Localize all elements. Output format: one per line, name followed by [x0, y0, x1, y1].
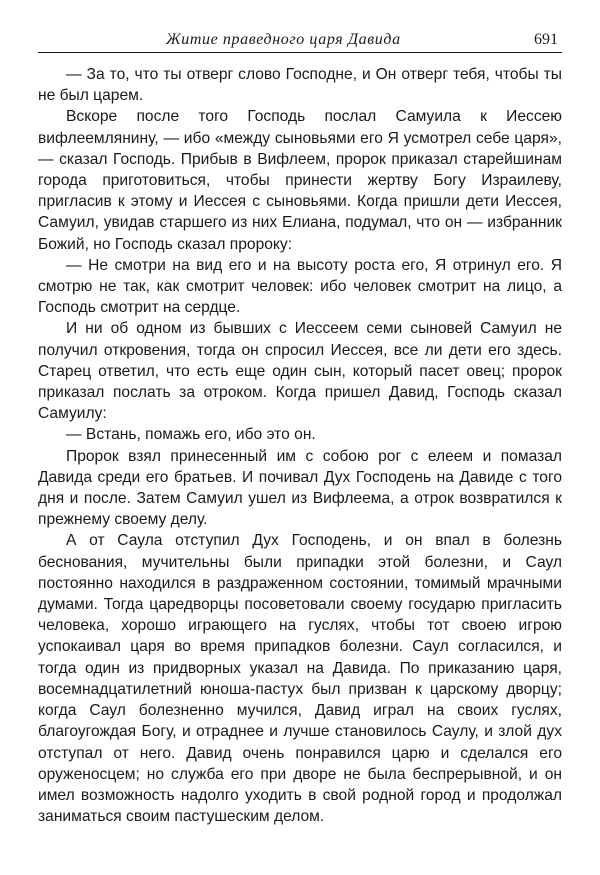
book-page: [38, 30, 562, 827]
paragraph: Вскоре после того Господь послал Самуила к Иессею вифлеемлянину, — ибо «между сыновьями его Я усмотрел себе царя», — сказал Господь. Прибыв в Вифлеем, пророк приказал старейшинам города приготовиться, чтобы принести жертву Богу Израилеву, пригласив к этому и Иессея с сыновьями. Когда пришли дети Иессея, Самуил, увидав старшего из них Елиана, подумал, что он — избранник Божий, но Господь сказал пророку:: [38, 108, 562, 253]
page-number: 691: [534, 31, 558, 48]
paragraph: — За то, что ты отверг слово Господне, и Он отверг тебя, чтобы ты не был царем.: [38, 66, 562, 105]
paragraph: — Встань, помажь его, ибо это он.: [66, 426, 316, 444]
running-header: [38, 30, 562, 53]
body-text: [38, 64, 562, 827]
paragraph: — Не смотри на вид его и на высоту роста его, Я отринул его. Я смотрю не так, как смотрит человек: ибо человек смотрит на лицо, а Господь смотрит на сердце.: [38, 256, 562, 317]
paragraph: Пророк взял принесенный им с собою рог с елеем и помазал Давида среди его братьев. И почивал Дух Господень на Давиде с того дня и после. Затем Самуил ушел из Вифлеема, а отрок возвратился к прежнему своему делу.: [38, 447, 562, 529]
running-title: Житие праведного царя Давида: [166, 31, 401, 48]
paragraph: И ни об одном из бывших с Иессеем семи сыновей Самуил не получил откровения, тогда он спросил Иессея, все ли дети его здесь. Старец ответил, что есть еще один сын, который пасет овец; пророк приказал послать за отроком. Когда пришел Давид, Господь сказал Самуилу:: [38, 320, 562, 423]
paragraph: А от Саула отступил Дух Господень, и он впал в болезнь беснования, мучительны были припадки этой болезни, и Саул постоянно находился в раздраженном состоянии, томимый мрачными думами. Тогда царедворцы посоветовали своему государю пригласить человека, хорошо играющего на гуслях, чтобы тот своею игрою успокаивал царя во время припадков болезни. Саул согласился, и тогда один из придворных указал на Давида. По приказанию царя, восемнадцатилетний юноша-пастух был призван к царскому дворцу; когда Саул болезненно мучился, Давид играл на своих гуслях, благоугождая Богу, и отраднее и лучше становилось Саулу, и злой дух отступал от него. Давид очень понравился царю и сделался его оруженосцем; но служба его при дворе не была беспрерывной, и он имел возможность надолго уходить в свой родной город и продолжал заниматься своим пастушеским делом.: [38, 532, 562, 826]
